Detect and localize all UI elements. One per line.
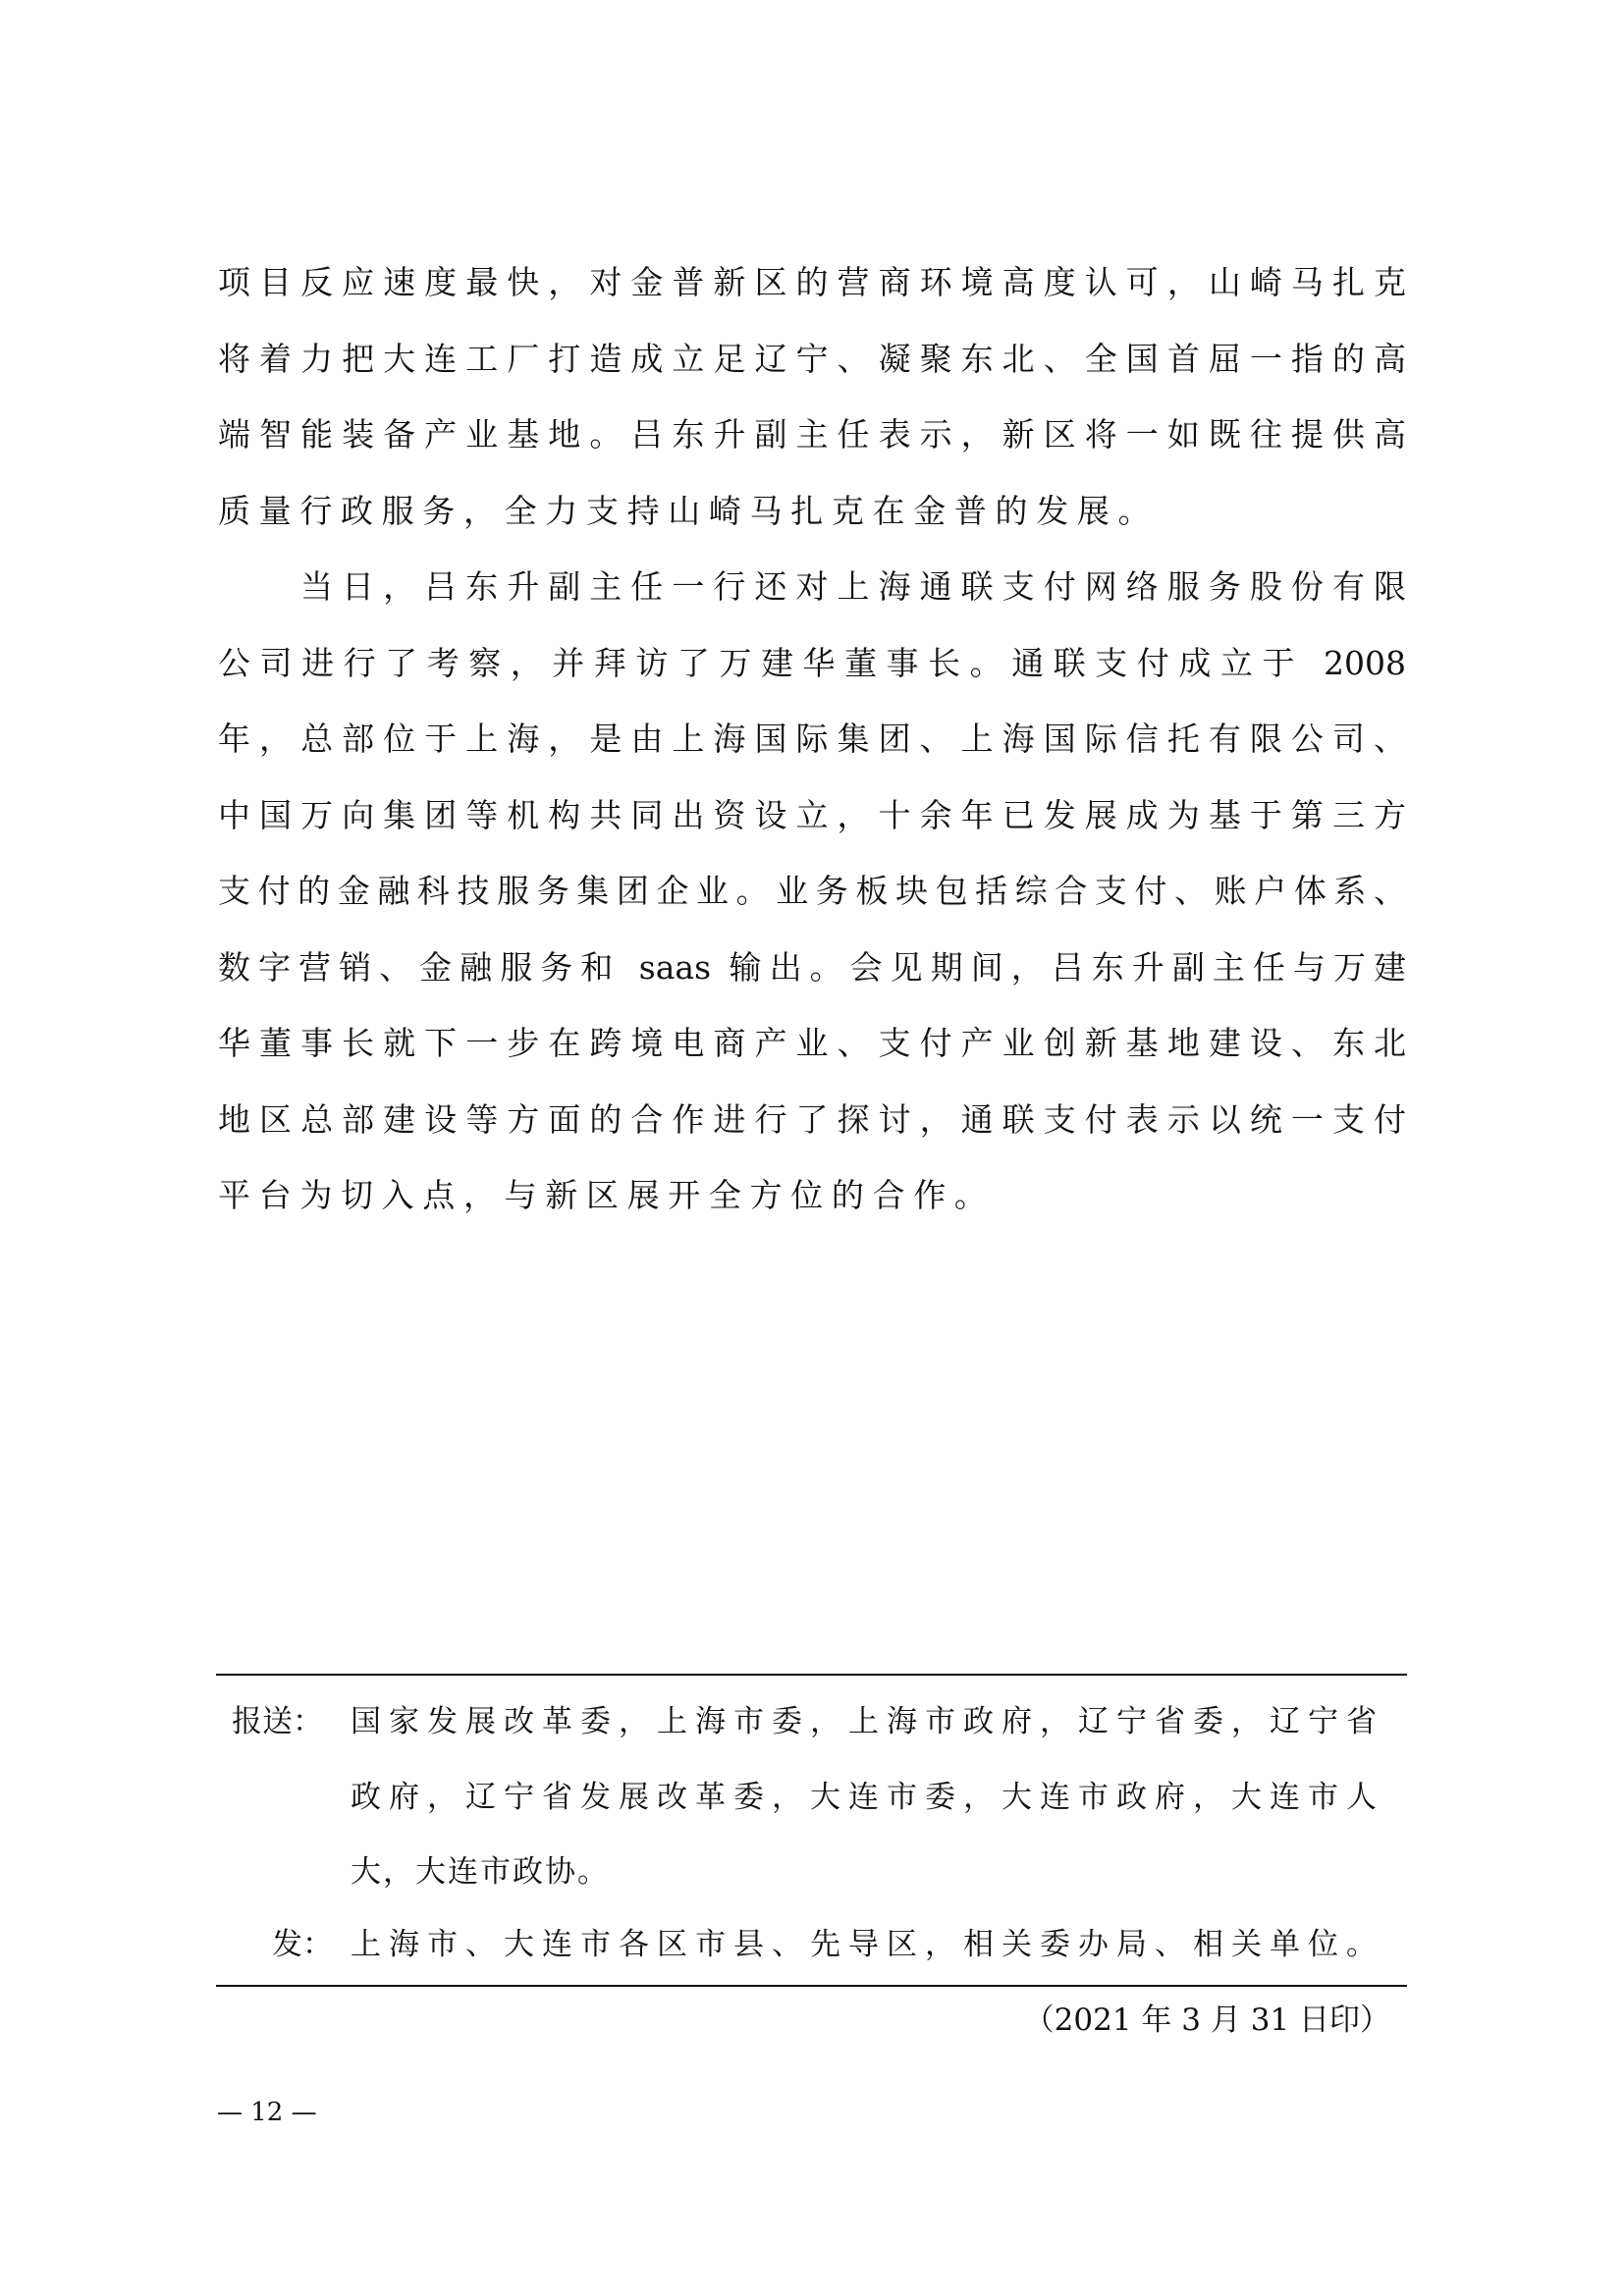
report-recipients-line: 政府，辽宁省发展改革委，大连市委，大连市政府，大连市人 [351,1780,1377,1815]
paragraph-line: 华董事长就下一步在跨境电商产业、支付产业创新基地建设、东北 [218,1024,1406,1062]
paragraph-line: 数字营销、金融服务和 saas 输出。会见期间，吕东升副主任与万建 [218,947,1406,987]
paragraph-line: 当日，吕东升副主任一行还对上海通联支付网络服务股份有限 [300,567,1406,606]
paragraph-line: 端智能装备产业基地。吕东升副主任表示，新区将一如既往提供高 [218,415,1406,454]
paragraph-line: 地区总部建设等方面的合作进行了探讨，通联支付表示以统一支付 [218,1099,1406,1139]
paragraph-line: 将着力把大连工厂打造成立足辽宁、凝聚东北、全国首屈一指的高 [218,339,1406,378]
body-text [218,257,1406,1247]
paragraph-line: 项目反应速度最快，对金普新区的营商环境高度认可，山崎马扎克 [218,263,1406,301]
paragraph-line: 平台为切入点，与新区展开全方位的合作。 [218,1176,996,1214]
report-recipients-line: 大，大连市政协。 [351,1854,610,1890]
paragraph-line: 公司进行了考察，并拜访了万建华董事长。通联支付成立于 2008 [218,643,1406,682]
paragraph-line: 中国万向集团等机构共同出资设立，十余年已发展成为基于第三方 [218,795,1406,834]
page-number: — 12 — [217,2098,317,2127]
distribution-top-rule [216,1674,1407,1676]
paragraph-line: 年，总部位于上海，是由上海国际集团、上海国际信托有限公司、 [218,720,1406,758]
distribution-bottom-rule [216,1985,1407,1987]
report-label: 报送： [232,1704,323,1739]
send-recipients-line: 上海市、大连市各区市县、先导区，相关委办局、相关单位。 [351,1927,1377,1962]
paragraph-line: 质量行政服务，全力支持山崎马扎克在金普的发展。 [218,491,1160,530]
report-recipients-line: 国家发展改革委，上海市委，上海市政府，辽宁省委，辽宁省 [351,1704,1377,1739]
paragraph-line: 支付的金融科技服务集团企业。业务板块包括综合支付、账户体系、 [218,872,1406,910]
print-date: （2021 年 3 月 31 日印） [1023,2002,1390,2038]
send-label: 发： [272,1927,333,1962]
